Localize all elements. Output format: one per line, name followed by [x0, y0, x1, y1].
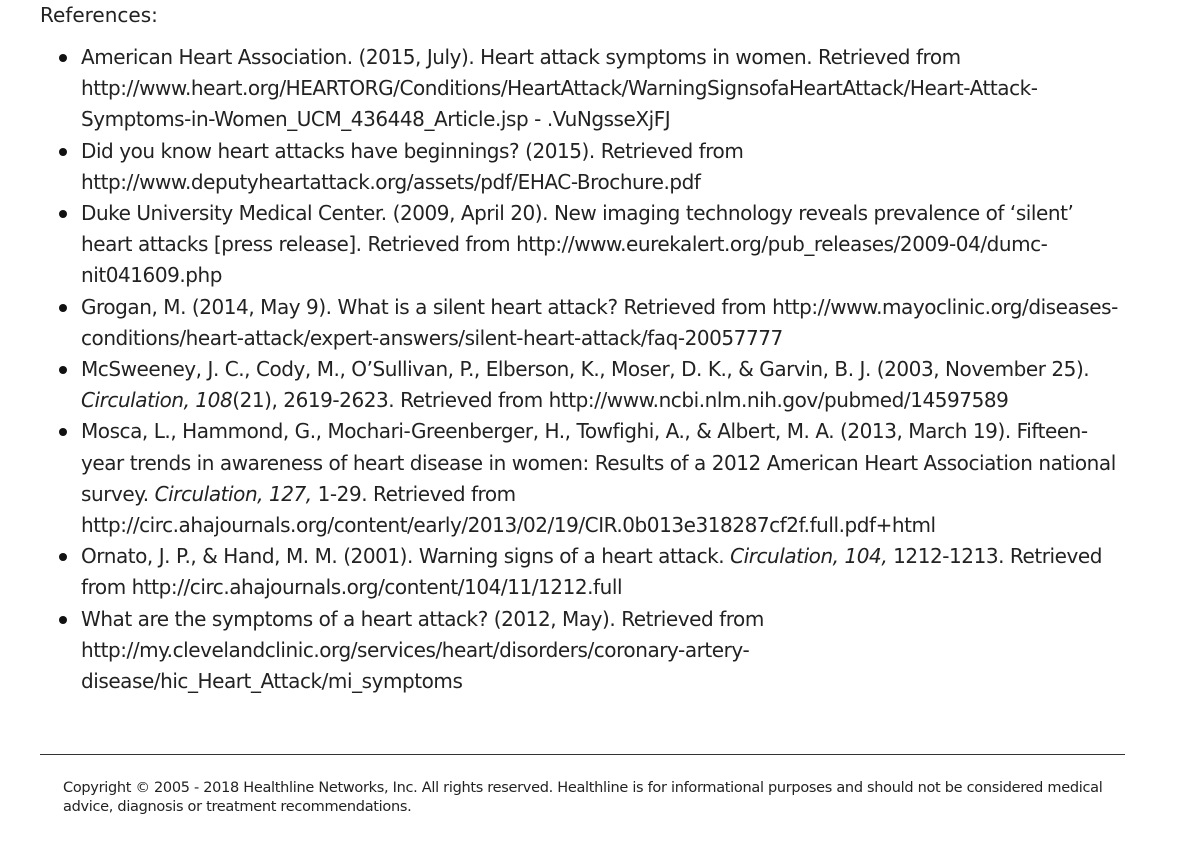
journal-name: Circulation, 104, — [730, 544, 888, 569]
reference-item — [40, 42, 1130, 136]
reference-url: http://circ.ahajournals.org/content/104/11/1212.full — [131, 575, 623, 600]
reference-url: http://www.ncbi.nlm.nih.gov/pubmed/14597589 — [548, 388, 1009, 413]
reference-text: What are the symptoms of a heart attack? (2012, May). Retrieved from — [81, 606, 764, 631]
references-heading: References: — [40, 3, 158, 27]
reference-text: Grogan, M. (2014, May 9). What is a silent heart attack? Retrieved from — [81, 294, 767, 319]
reference-url: http://www.mayoclinic.org/diseases-conditions/heart-attack/expert-answers/silent-heart-attack/faq-20057777 — [81, 294, 1118, 350]
reference-text: Mosca, L., Hammond, G., Mochari-Greenberger, H., Towfighi, A., & Albert, M. A. (2013, March 19). Fifteen-year trends in awareness of heart disease in women: Results of a 2012 American Heart Association national survey. — [81, 419, 1116, 506]
reference-text: McSweeney, J. C., Cody, M., O’Sullivan, P., Elberson, K., Moser, D. K., & Garvin, B. J. (2003, November 25). — [81, 356, 1090, 381]
bullet-icon — [59, 616, 67, 624]
reference-item — [40, 416, 1130, 541]
reference-text: Did you know heart attacks have beginnings? (2015). Retrieved from — [81, 138, 744, 163]
bullet-icon — [59, 54, 67, 62]
journal-name: Circulation, 108 — [81, 388, 233, 413]
reference-url: http://www.eurekalert.org/pub_releases/2009-04/dumc-nit041609.php — [81, 232, 1048, 288]
journal-name: Circulation, 127, — [154, 481, 312, 506]
footer-divider — [40, 754, 1125, 755]
references-section — [40, 0, 1130, 697]
bullet-icon — [59, 553, 67, 561]
reference-text: (21), 2619-2623. Retrieved from — [232, 388, 543, 413]
reference-item — [40, 604, 1130, 698]
bullet-icon — [59, 210, 67, 218]
reference-url: http://www.heart.org/HEARTORG/Conditions/HeartAttack/WarningSignsofaHeartAttack/Heart-Attack-Symptoms-in-Women_UCM_436448_Article.jsp - .VuNgsseXjFJ — [81, 76, 1038, 132]
reference-item — [40, 292, 1130, 354]
reference-item — [40, 541, 1130, 603]
reference-item — [40, 354, 1130, 416]
references-list — [40, 42, 1130, 697]
reference-text: 1212-1213. Retrieved from — [81, 544, 1102, 600]
reference-item — [40, 136, 1130, 198]
reference-url: http://my.clevelandclinic.org/services/heart/disorders/coronary-artery-disease/hic_Heart_Attack/mi_symptoms — [81, 637, 750, 693]
bullet-icon — [59, 304, 67, 312]
footer-copyright: Copyright © 2005 - 2018 Healthline Networks, Inc. All rights reserved. Healthline is for informational purposes and should not be considered medical advice, diagnosis or treatment recommendations. — [63, 780, 1103, 815]
bullet-icon — [59, 366, 67, 374]
bullet-icon — [59, 148, 67, 156]
reference-text: Duke University Medical Center. (2009, April 20). New imaging technology reveals prevalence of ‘silent’ heart attacks [press release]. Retrieved from — [81, 200, 1074, 257]
reference-url: http://circ.ahajournals.org/content/early/2013/02/19/CIR.0b013e318287cf2f.full.pdf+html — [81, 512, 936, 537]
bullet-icon — [59, 428, 67, 436]
reference-item — [40, 198, 1130, 292]
reference-text: 1-29. Retrieved from — [317, 481, 516, 506]
reference-text: American Heart Association. (2015, July). Heart attack symptoms in women. Retrieved from — [81, 45, 961, 69]
reference-url: http://www.deputyheartattack.org/assets/pdf/EHAC-Brochure.pdf — [81, 169, 701, 194]
reference-text: Ornato, J. P., & Hand, M. M. (2001). Warning signs of a heart attack. — [81, 544, 725, 569]
